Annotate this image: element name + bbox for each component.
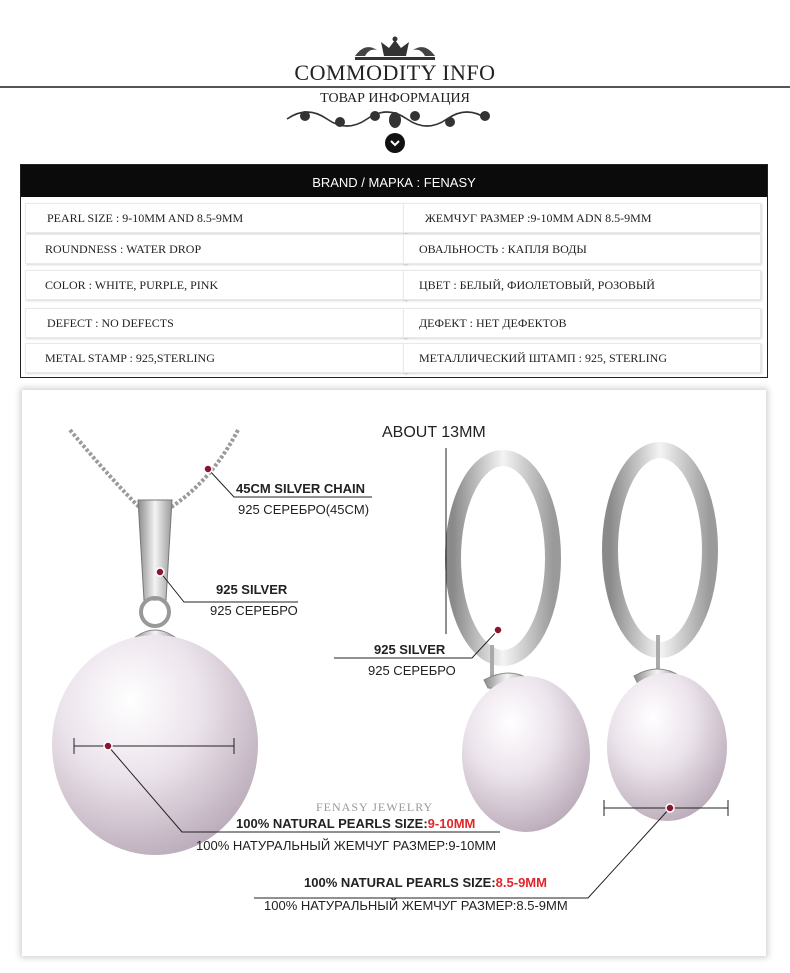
silver-chain-icon <box>70 430 238 508</box>
spec-defect-ru: ДЕФЕКТ : НЕТ ДЕФЕКТОВ <box>403 308 761 338</box>
spec-metal-stamp-ru: МЕТАЛЛИЧЕСКИЙ ШТАМП : 925, STERLING <box>403 343 761 373</box>
earring-right-icon <box>607 450 727 821</box>
chain-label-ru: 925 СЕРЕБРО(45CM) <box>238 502 370 517</box>
pearl-9-10-label-en: 100% NATURAL PEARLS SIZE:9-10MM <box>236 816 476 831</box>
page-subtitle: ТОВАР ИНФОРМАЦИЯ <box>320 91 470 106</box>
chain-label-en: 45CM SILVER CHAIN <box>236 481 366 496</box>
earring-silver-label-en: 925 SILVER <box>374 642 446 657</box>
spec-color-en: COLOR : WHITE, PURPLE, PINK <box>25 270 407 300</box>
floral-vine-ornament-icon <box>285 104 505 134</box>
brand-header: BRAND / МАРКА : FENASY <box>21 165 767 197</box>
spec-defect-en: DEFECT : NO DEFECTS <box>25 308 407 338</box>
pendant-bail-icon <box>134 500 176 648</box>
size-about-label: ABOUT 13MM <box>382 424 486 441</box>
spec-roundness-ru: ОВАЛЬНОСТЬ : КАПЛЯ ВОДЫ <box>403 234 761 264</box>
spec-pearl-size-ru: ЖЕМЧУГ РАЗМЕР :9-10MM ADN 8.5-9MM <box>403 203 761 233</box>
spec-metal-stamp-en: METAL STAMP : 925,STERLING <box>25 343 407 373</box>
chevron-down-icon <box>385 133 405 153</box>
pendant-pearl-icon <box>52 635 258 855</box>
spec-color-ru: ЦВЕТ : БЕЛЫЙ, ФИОЛЕТОВЫЙ, РОЗОВЫЙ <box>403 270 761 300</box>
pearl-9-10-label-ru: 100% НАТУРАЛЬНЫЙ ЖЕМЧУГ РАЗМЕР:9-10MM <box>196 838 497 853</box>
pearl-8-9-label-en: 100% NATURAL PEARLS SIZE:8.5-9MM <box>304 875 547 890</box>
watermark-text: FENASY JEWELRY <box>316 800 434 814</box>
pendant-silver-label-ru: 925 СЕРЕБРО <box>210 603 298 618</box>
earring-silver-label-ru: 925 СЕРЕБРО <box>368 663 456 678</box>
pearl-8-9-label-ru: 100% НАТУРАЛЬНЫЙ ЖЕМЧУГ РАЗМЕР:8.5-9MM <box>264 898 568 913</box>
scroll-down-button[interactable] <box>385 133 405 153</box>
pendant-silver-label-en: 925 SILVER <box>216 582 288 597</box>
spec-table <box>20 164 768 378</box>
product-image-frame <box>22 390 766 956</box>
spec-pearl-size-en: PEARL SIZE : 9-10MM AND 8.5-9MM <box>25 203 407 233</box>
page-title: COMMODITY INFO <box>0 58 790 88</box>
earring-left-icon <box>453 458 590 832</box>
spec-roundness-en: ROUNDNESS : WATER DROP <box>25 234 407 264</box>
